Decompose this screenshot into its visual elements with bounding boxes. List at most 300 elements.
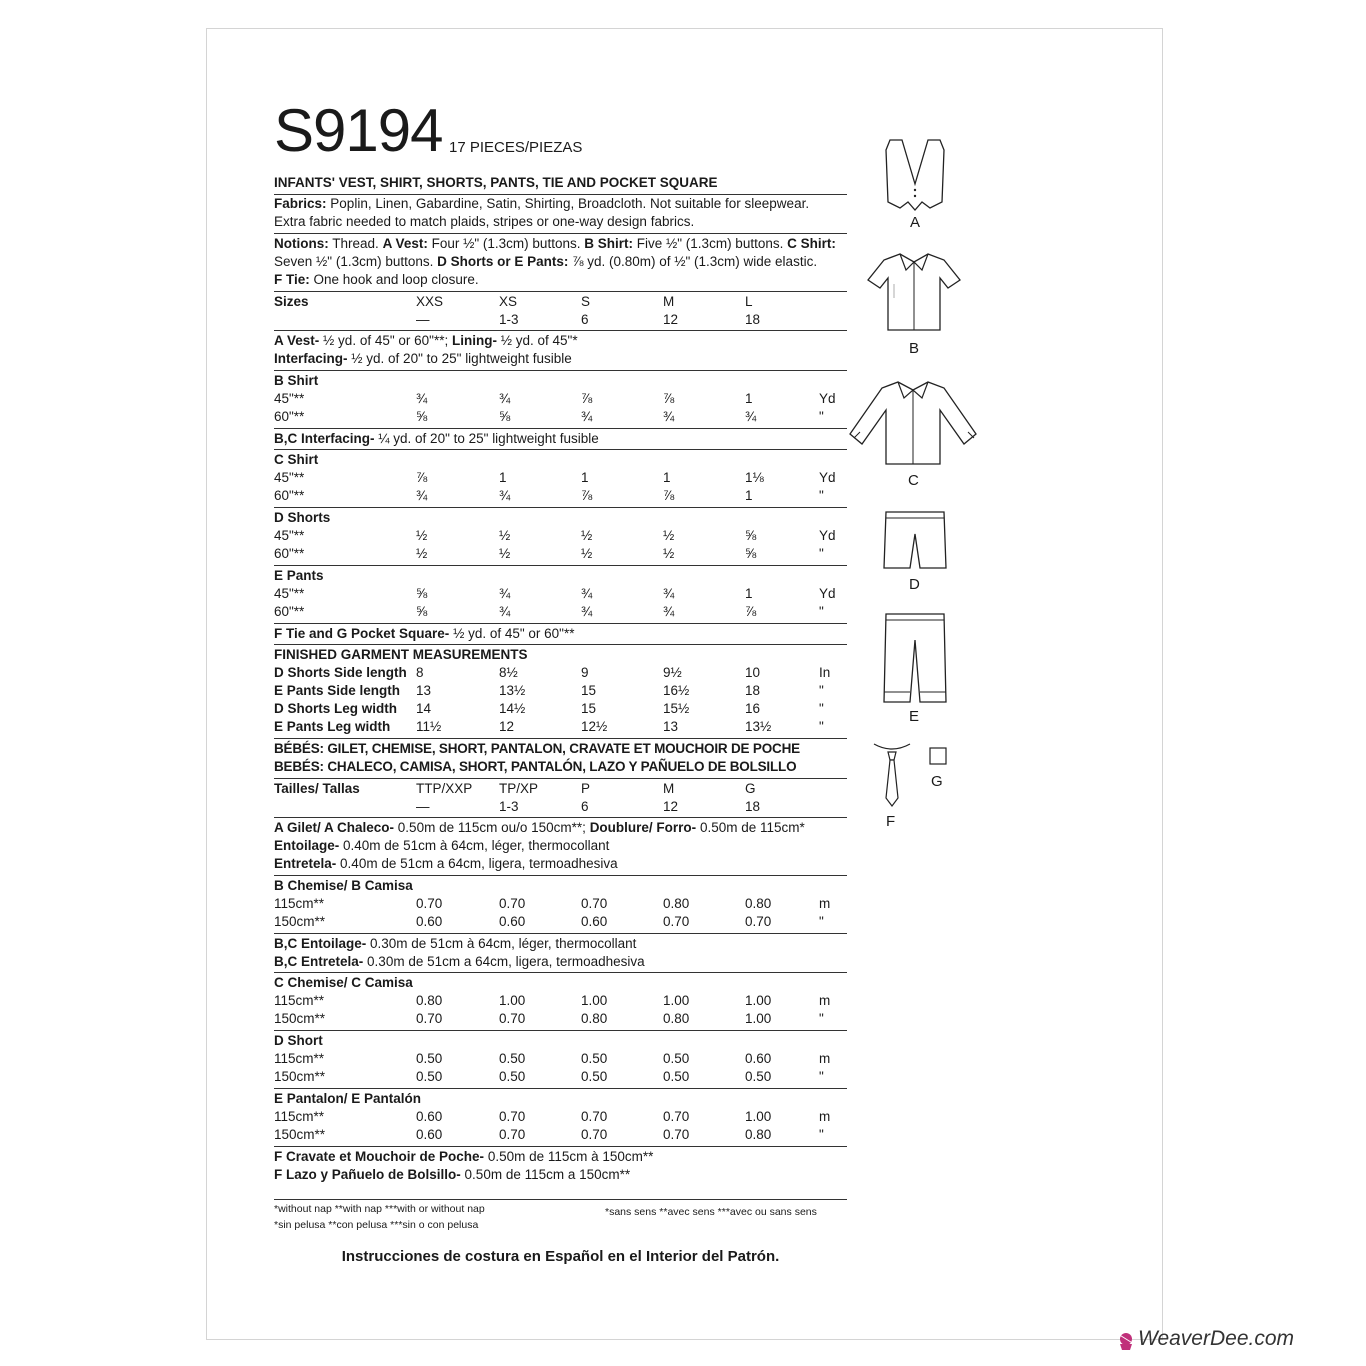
yardage-cell: ¾ [581, 586, 593, 601]
measurement-cell: 12 [499, 719, 515, 734]
size-cell: L [745, 294, 753, 309]
width-cell: 115cm** [274, 1109, 325, 1124]
notions-thread: Thread. [332, 236, 379, 251]
yardage-cell: ¾ [581, 409, 593, 424]
size-sub-cell: 1-3 [499, 312, 519, 327]
size-sub-cell: — [416, 799, 430, 814]
yardage-cell: ¾ [663, 604, 675, 619]
finished-label: FINISHED GARMENT MEASUREMENTS [274, 647, 528, 662]
a-vest-block [274, 332, 854, 368]
metric-cell: 1.00 [499, 993, 526, 1008]
pattern-title [274, 174, 847, 192]
metric-cell: 1.00 [581, 993, 608, 1008]
fg-label: F Tie and G Pocket Square- [274, 626, 450, 641]
metric-cell: 0.50 [416, 1069, 443, 1084]
measurement-name: E Pants Side length [274, 683, 401, 698]
metric-cell: 0.70 [499, 1127, 526, 1142]
a-vest-text: ½ yd. of 45" or 60"**; [323, 333, 449, 348]
sizes-label: Sizes [274, 294, 309, 309]
size-sub-cell: 1-3 [499, 799, 519, 814]
yardage-cell: ¾ [499, 488, 511, 503]
yardage-cell: ⅞ [416, 470, 428, 485]
yardage-cell: ⅝ [499, 409, 511, 424]
fg-block [274, 625, 854, 643]
label-a: A [910, 214, 921, 231]
measurement-row [274, 700, 847, 718]
metric-cell: 0.50 [663, 1051, 690, 1066]
yardage-cell: ⅝ [416, 604, 428, 619]
metric-cell: 1.00 [745, 1109, 772, 1124]
yardage-cell: ⅞ [745, 604, 757, 619]
a-gilet-label: A Gilet/ A Chaleco- [274, 820, 395, 835]
measurement-cell: 12½ [581, 719, 608, 734]
size-sub-cell: 6 [581, 799, 589, 814]
bc-entoilage-label: B,C Entoilage- [274, 936, 367, 951]
measurement-cell: 13 [416, 683, 432, 698]
unit-cell: In [819, 665, 831, 680]
measurement-cell: 9 [581, 665, 589, 680]
metric-row [274, 913, 847, 931]
b-chemise-label: B Chemise/ B Camisa [274, 878, 413, 893]
sizes-sub-row [274, 311, 847, 329]
yardage-cell: ⅞ [581, 488, 593, 503]
metric-cell: 1.00 [745, 993, 772, 1008]
divider [274, 623, 847, 624]
sizes-row [274, 293, 847, 311]
width-cell: 45"** [274, 586, 305, 601]
measurement-name: D Shorts Leg width [274, 701, 397, 716]
divider [274, 875, 847, 876]
measurement-cell: 14 [416, 701, 432, 716]
yardage-cell: ½ [581, 528, 593, 543]
bc-interfacing-label: B,C Interfacing- [274, 431, 375, 446]
yardage-cell: ⅞ [663, 391, 675, 406]
spanish-instructions-note: Instrucciones de costura en Español en el Interior del Patrón. [341, 1248, 780, 1265]
width-cell: 60"** [274, 488, 305, 503]
measurement-cell: 15 [581, 683, 597, 698]
entretela-text: 0.40m de 51cm a 64cm, ligera, termoadhesiva [340, 856, 618, 871]
c-shirt-heading [274, 451, 847, 469]
f-cravate-text: 0.50m de 115cm à 150cm** [487, 1149, 654, 1164]
width-cell: 60"** [274, 546, 305, 561]
measurement-cell: 13 [663, 719, 679, 734]
unit-cell: m [819, 896, 831, 911]
size-cell: XS [499, 294, 518, 309]
metric-cell: 1.00 [663, 993, 690, 1008]
yardage-cell: ¾ [581, 604, 593, 619]
divider [274, 1030, 847, 1031]
a-gilet-text: 0.50m de 115cm ou/o 150cm**; [397, 820, 586, 835]
yardage-cell: ⅞ [581, 391, 593, 406]
yardage-cell: 1⅛ [745, 470, 764, 485]
unit-cell: Yd [819, 470, 836, 485]
e-pants-heading [274, 567, 847, 585]
metric-cell: 0.80 [663, 896, 690, 911]
measurement-cell: 15 [581, 701, 597, 716]
vest-illustration [880, 136, 950, 216]
label-f: F [886, 813, 896, 830]
measurement-cell: 16½ [663, 683, 690, 698]
doublure-text: 0.50m de 115cm* [699, 820, 805, 835]
brand-watermark: WeaverDee.com [1138, 1327, 1295, 1350]
metric-cell: 0.80 [416, 993, 443, 1008]
long-sleeve-shirt-illustration [846, 376, 981, 468]
metric-cell: 0.80 [745, 896, 772, 911]
yardage-cell: ⅝ [416, 586, 428, 601]
size-cell: M [663, 294, 675, 309]
metric-row [274, 1068, 847, 1086]
metric-cell: 0.50 [581, 1051, 608, 1066]
measurement-cell: 16 [745, 701, 761, 716]
unit-cell: Yd [819, 586, 836, 601]
label-d: D [909, 576, 920, 593]
b-shirt-heading [274, 372, 847, 390]
metric-cell: 0.70 [499, 1109, 526, 1124]
metric-cell: 0.60 [416, 1109, 443, 1124]
width-cell: 150cm** [274, 1011, 326, 1026]
divider [274, 1199, 847, 1200]
measurement-row [274, 682, 847, 700]
metric-cell: 0.50 [499, 1069, 526, 1084]
metric-cell: 1.00 [745, 1011, 772, 1026]
unit-cell: m [819, 993, 831, 1008]
yardage-cell: ⅝ [745, 528, 757, 543]
yardage-cell: ¾ [663, 409, 675, 424]
pants-illustration [878, 610, 952, 706]
short-sleeve-shirt-illustration [864, 248, 964, 333]
yardage-cell: ½ [499, 528, 511, 543]
fabrics-label: Fabrics: [274, 196, 327, 211]
notions-b-text: Five ½" (1.3cm) buttons. [636, 236, 784, 251]
notions-c-label: C Shirt: [787, 236, 836, 251]
size-sub-cell: 12 [663, 799, 679, 814]
interfacing-text: ½ yd. of 20" to 25" lightweight fusible [351, 351, 572, 366]
divider [274, 291, 847, 292]
doublure-label: Doublure/ Forro- [589, 820, 697, 835]
measurement-cell: 13½ [745, 719, 772, 734]
measurement-name: E Pants Leg width [274, 719, 391, 734]
yardage-cell: 1 [745, 586, 753, 601]
unit-cell: " [819, 701, 824, 716]
divider [274, 1146, 847, 1147]
yardage-cell: 1 [745, 391, 753, 406]
width-cell: 115cm** [274, 993, 325, 1008]
width-cell: 150cm** [274, 1127, 326, 1142]
size-cell: G [745, 781, 756, 796]
a-vest-lining-label: Lining- [451, 333, 497, 348]
shorts-illustration [880, 508, 950, 572]
e-pantalon-label: E Pantalon/ E Pantalón [274, 1091, 422, 1106]
divider [274, 933, 847, 934]
yardage-cell: ⅝ [416, 409, 428, 424]
size-cell: M [663, 781, 675, 796]
notions-de-label: D Shorts or E Pants: [437, 254, 569, 269]
width-cell: 45"** [274, 391, 305, 406]
f-lazo-text: 0.50m de 115cm a 150cm** [464, 1167, 631, 1182]
notions-b-label: B Shirt: [584, 236, 633, 251]
measurement-cell: 18 [745, 683, 761, 698]
metric-cell: 0.70 [663, 1109, 690, 1124]
unit-cell: " [819, 1011, 824, 1026]
width-cell: 45"** [274, 470, 305, 485]
notions-block [274, 235, 854, 289]
d-short-heading [274, 1032, 847, 1050]
metric-cell: 0.50 [663, 1069, 690, 1084]
metric-cell: 0.60 [416, 914, 443, 929]
fabrics-line1: Poplin, Linen, Gabardine, Satin, Shirting, Broadcloth. Not suitable for sleepwear. [330, 196, 810, 211]
unit-cell: " [819, 719, 824, 734]
divider [274, 738, 847, 739]
yardage-row [274, 408, 847, 426]
yardage-cell: ¾ [745, 409, 757, 424]
width-cell: 60"** [274, 409, 305, 424]
unit-cell: " [819, 683, 824, 698]
interfacing-label: Interfacing- [274, 351, 348, 366]
yardage-cell: ½ [581, 546, 593, 561]
yardage-cell: ¾ [499, 604, 511, 619]
size-sub-cell: 12 [663, 312, 679, 327]
d-short-label: D Short [274, 1033, 323, 1048]
notions-f-label: F Tie: [274, 272, 310, 287]
yardage-cell: ½ [499, 546, 511, 561]
pattern-title-text: INFANTS' VEST, SHIRT, SHORTS, PANTS, TIE AND POCKET SQUARE [274, 175, 718, 190]
bc-entretela-label: B,C Entretela- [274, 954, 364, 969]
bc-entoilage-text: 0.30m de 51cm à 64cm, léger, thermocollant [370, 936, 637, 951]
yardage-cell: ½ [663, 528, 675, 543]
c-shirt-label: C Shirt [274, 452, 319, 467]
b-chemise-heading [274, 877, 847, 895]
footnote-english: *without nap **with nap ***with or without nap [274, 1203, 485, 1215]
metric-cell: 0.70 [416, 1011, 443, 1026]
metric-cell: 0.50 [499, 1051, 526, 1066]
metric-cell: 0.70 [499, 1011, 526, 1026]
unit-cell: m [819, 1109, 831, 1124]
divider [274, 428, 847, 429]
metric-cell: 0.50 [416, 1051, 443, 1066]
yardage-cell: 1 [499, 470, 507, 485]
divider [274, 778, 847, 779]
pattern-number: S9194 [274, 97, 443, 164]
metric-cell: 0.70 [581, 1109, 608, 1124]
f-cravate-block [274, 1148, 854, 1184]
metric-cell: 0.60 [416, 1127, 443, 1142]
metric-cell: 0.50 [745, 1069, 772, 1084]
metric-cell: 0.50 [581, 1069, 608, 1084]
pieces-count: 17 PIECES/PIEZAS [449, 139, 583, 156]
c-chemise-label: C Chemise/ C Camisa [274, 975, 413, 990]
measurement-cell: 14½ [499, 701, 526, 716]
yardage-cell: ½ [416, 546, 428, 561]
divider [274, 507, 847, 508]
metric-cell: 0.80 [745, 1127, 772, 1142]
label-b: B [909, 340, 920, 357]
yardage-row [274, 390, 847, 408]
metric-cell: 0.60 [499, 914, 526, 929]
metric-row [274, 895, 847, 913]
unit-cell: " [819, 488, 824, 503]
e-pantalon-heading [274, 1090, 847, 1108]
metric-cell: 0.80 [663, 1011, 690, 1026]
metric-cell: 0.70 [745, 914, 772, 929]
yardage-cell: ½ [416, 528, 428, 543]
yardage-cell: ¾ [416, 488, 428, 503]
spanish-title: BEBÉS: CHALECO, CAMISA, SHORT, PANTALÓN, LAZO Y PAÑUELO DE BOLSILLO [274, 759, 797, 774]
tie-illustration [870, 740, 914, 810]
fabrics-line2: Extra fabric needed to match plaids, stripes or one-way design fabrics. [274, 214, 695, 229]
metric-cell: 0.60 [581, 914, 608, 929]
size-sub-cell: 18 [745, 312, 761, 327]
measurement-cell: 8½ [499, 665, 518, 680]
width-cell: 115cm** [274, 896, 325, 911]
divider [274, 370, 847, 371]
size-cell: P [581, 781, 591, 796]
yardage-cell: 1 [581, 470, 589, 485]
divider [274, 972, 847, 973]
f-cravate-label: F Cravate et Mouchoir de Poche- [274, 1149, 485, 1164]
divider [274, 449, 847, 450]
yardage-cell: ⅞ [663, 488, 675, 503]
size-cell: TP/XP [499, 781, 539, 796]
notions-a-label: A Vest: [382, 236, 428, 251]
measurement-cell: 10 [745, 665, 761, 680]
metric-cell: 0.70 [581, 1127, 608, 1142]
yardage-cell: 1 [663, 470, 671, 485]
finished-heading [274, 646, 847, 664]
weaverdee-logo-icon [1116, 1330, 1136, 1352]
unit-cell: " [819, 1069, 824, 1084]
entoilage-text: 0.40m de 51cm à 64cm, léger, thermocollant [343, 838, 610, 853]
a-vest-label: A Vest- [274, 333, 320, 348]
notions-c-text: Seven ½" (1.3cm) buttons. [274, 254, 434, 269]
unit-cell: Yd [819, 528, 836, 543]
unit-cell: " [819, 1127, 824, 1142]
french-title: BÉBÉS: GILET, CHEMISE, SHORT, PANTALON, CRAVATE ET MOUCHOIR DE POCHE [274, 741, 800, 756]
footnote-spanish: *sin pelusa **con pelusa ***sin o con pelusa [274, 1219, 479, 1231]
yardage-row [274, 487, 847, 505]
width-cell: 150cm** [274, 1069, 326, 1084]
notions-de-text: ⅞ yd. (0.80m) of ½" (1.3cm) wide elastic. [572, 254, 818, 269]
f-lazo-label: F Lazo y Pañuelo de Bolsillo- [274, 1167, 461, 1182]
unit-cell: " [819, 604, 824, 619]
bc-interfacing-text: ¼ yd. of 20" to 25" lightweight fusible [378, 431, 599, 446]
bc-entoilage-block [274, 935, 854, 971]
width-cell: 45"** [274, 528, 305, 543]
d-shorts-label: D Shorts [274, 510, 331, 525]
french-title-row [274, 740, 847, 758]
size-cell: TTP/XXP [416, 781, 473, 796]
unit-cell: " [819, 914, 824, 929]
width-cell: 115cm** [274, 1051, 325, 1066]
unit-cell: " [819, 546, 824, 561]
yardage-row [274, 469, 847, 487]
notions-a-text: Four ½" (1.3cm) buttons. [431, 236, 581, 251]
divider [274, 565, 847, 566]
divider [274, 1088, 847, 1089]
pocket-square-illustration [928, 746, 950, 768]
metric-row [274, 1010, 847, 1028]
tailles-label: Tailles/ Tallas [274, 781, 360, 796]
metric-row [274, 1126, 847, 1144]
unit-cell: " [819, 409, 824, 424]
size-sub-cell: — [416, 312, 430, 327]
yardage-cell: ½ [663, 546, 675, 561]
yardage-row [274, 585, 847, 603]
metric-row [274, 992, 847, 1010]
entretela-label: Entretela- [274, 856, 337, 871]
metric-cell: 0.80 [581, 1011, 608, 1026]
width-cell: 150cm** [274, 914, 326, 929]
size-sub-cell: 18 [745, 799, 761, 814]
divider [274, 330, 847, 331]
width-cell: 60"** [274, 604, 305, 619]
spanish-title-row [274, 758, 847, 776]
tailles-row [274, 780, 847, 798]
measurement-row [274, 664, 847, 682]
size-cell: S [581, 294, 591, 309]
bc-interfacing-block [274, 430, 854, 448]
measurement-cell: 8 [416, 665, 424, 680]
metric-cell: 0.70 [663, 914, 690, 929]
divider [274, 644, 847, 645]
measurement-cell: 11½ [416, 719, 442, 734]
divider [274, 233, 847, 234]
metric-cell: 0.70 [416, 896, 443, 911]
metric-cell: 0.70 [663, 1127, 690, 1142]
measurement-row [274, 718, 847, 736]
divider [274, 817, 847, 818]
metric-cell: 0.70 [581, 896, 608, 911]
metric-cell: 0.70 [499, 896, 526, 911]
unit-cell: m [819, 1051, 831, 1066]
yardage-row [274, 603, 847, 621]
label-e: E [909, 708, 920, 725]
entoilage-label: Entoilage- [274, 838, 340, 853]
measurement-cell: 13½ [499, 683, 526, 698]
measurement-cell: 9½ [663, 665, 682, 680]
fabrics-block [274, 195, 854, 231]
yardage-row [274, 527, 847, 545]
metric-row [274, 1050, 847, 1068]
c-chemise-heading [274, 974, 847, 992]
metric-cell: 0.60 [745, 1051, 772, 1066]
yardage-cell: ¾ [499, 391, 511, 406]
bc-entretela-text: 0.30m de 51cm a 64cm, ligera, termoadhesiva [367, 954, 645, 969]
a-gilet-block [274, 819, 854, 873]
notions-f-text: One hook and loop closure. [313, 272, 479, 287]
yardage-cell: ⅝ [745, 546, 757, 561]
measurement-cell: 15½ [663, 701, 690, 716]
b-shirt-label: B Shirt [274, 373, 319, 388]
unit-cell: Yd [819, 391, 836, 406]
size-sub-cell: 6 [581, 312, 589, 327]
measurement-name: D Shorts Side length [274, 665, 407, 680]
label-g: G [931, 773, 943, 790]
fg-text: ½ yd. of 45" or 60"** [453, 626, 575, 641]
tailles-sub-row [274, 798, 847, 816]
yardage-row [274, 545, 847, 563]
yardage-cell: ¾ [416, 391, 428, 406]
footnote-french: *sans sens **avec sens ***avec ou sans sens [605, 1206, 817, 1218]
d-shorts-heading [274, 509, 847, 527]
label-c: C [908, 472, 919, 489]
e-pants-label: E Pants [274, 568, 324, 583]
notions-label: Notions: [274, 236, 329, 251]
yardage-cell: ¾ [499, 586, 511, 601]
a-vest-lining-text: ½ yd. of 45"* [500, 333, 578, 348]
yardage-cell: 1 [745, 488, 753, 503]
metric-row [274, 1108, 847, 1126]
size-cell: XXS [416, 294, 444, 309]
